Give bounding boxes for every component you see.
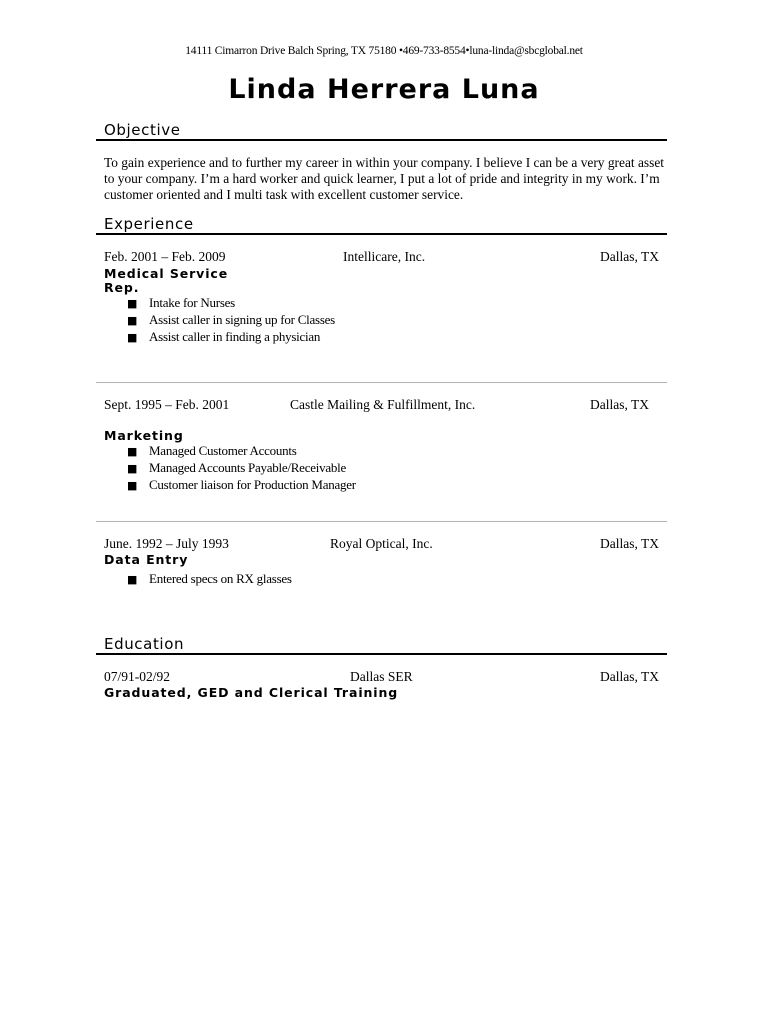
job-dates: Feb. 2001 – Feb. 2009 — [104, 249, 226, 264]
bullet-square-icon: ■ — [127, 479, 138, 492]
divider — [96, 521, 667, 522]
education-dates: 07/91-02/92 — [104, 669, 170, 684]
job-title: Marketing — [104, 428, 184, 443]
objective-text: To gain experience and to further my career in within your company. I believe I can be a very great asset to your company. I’m a hard worker and quick learner, I put a lot of pride and integrity in my work. I’m customer oriented and I multi task with excellent customer service. — [104, 155, 664, 202]
bullet-square-icon: ■ — [127, 297, 138, 310]
job-dates: June. 1992 – July 1993 — [104, 536, 229, 551]
list-item — [127, 571, 292, 588]
education-school: Dallas SER — [350, 669, 413, 684]
job-duties-list — [127, 571, 292, 588]
job-duties-list — [127, 295, 335, 346]
section-rule-experience — [96, 233, 667, 235]
job-title: Data Entry — [104, 552, 189, 567]
education-location: Dallas, TX — [600, 669, 659, 684]
list-item — [127, 329, 335, 346]
job-location: Dallas, TX — [600, 249, 659, 264]
job-company: Intellicare, Inc. — [343, 249, 426, 264]
divider — [96, 382, 667, 383]
list-item — [127, 295, 335, 312]
job-title: Medical Service — [104, 266, 229, 281]
duty-text: Assist caller in signing up for Classes — [149, 312, 335, 327]
list-item — [127, 312, 335, 329]
job-duties-list — [127, 443, 356, 494]
bullet-square-icon: ■ — [127, 331, 138, 344]
section-rule-objective — [96, 139, 667, 141]
job-title: Rep. — [104, 280, 140, 295]
bullet-square-icon: ■ — [127, 445, 138, 458]
applicant-name: Linda Herrera Luna — [228, 74, 540, 105]
section-rule-education — [96, 653, 667, 655]
duty-text: Customer liaison for Production Manager — [149, 477, 356, 492]
duty-text: Managed Accounts Payable/Receivable — [149, 460, 347, 475]
job-company: Castle Mailing & Fulfillment, Inc. — [290, 397, 476, 412]
duty-text: Managed Customer Accounts — [149, 443, 297, 458]
list-item — [127, 477, 356, 494]
job-location: Dallas, TX — [590, 397, 649, 412]
education-detail: Graduated, GED and Clerical Training — [104, 685, 399, 700]
bullet-square-icon: ■ — [127, 573, 138, 586]
section-title-education: Education — [104, 635, 185, 653]
job-company: Royal Optical, Inc. — [330, 536, 433, 551]
job-dates: Sept. 1995 – Feb. 2001 — [104, 397, 230, 412]
contact-info: 14111 Cimarron Drive Balch Spring, TX 75180 •469-733-8554•luna-linda@sbcglobal.net — [185, 45, 583, 57]
duty-text: Entered specs on RX glasses — [149, 571, 292, 586]
section-title-experience: Experience — [104, 215, 194, 233]
bullet-square-icon: ■ — [127, 462, 138, 475]
list-item — [127, 460, 356, 477]
bullet-square-icon: ■ — [127, 314, 138, 327]
duty-text: Assist caller in finding a physician — [149, 329, 321, 344]
duty-text: Intake for Nurses — [149, 295, 235, 310]
job-location: Dallas, TX — [600, 536, 659, 551]
list-item — [127, 443, 356, 460]
section-title-objective: Objective — [104, 121, 181, 139]
